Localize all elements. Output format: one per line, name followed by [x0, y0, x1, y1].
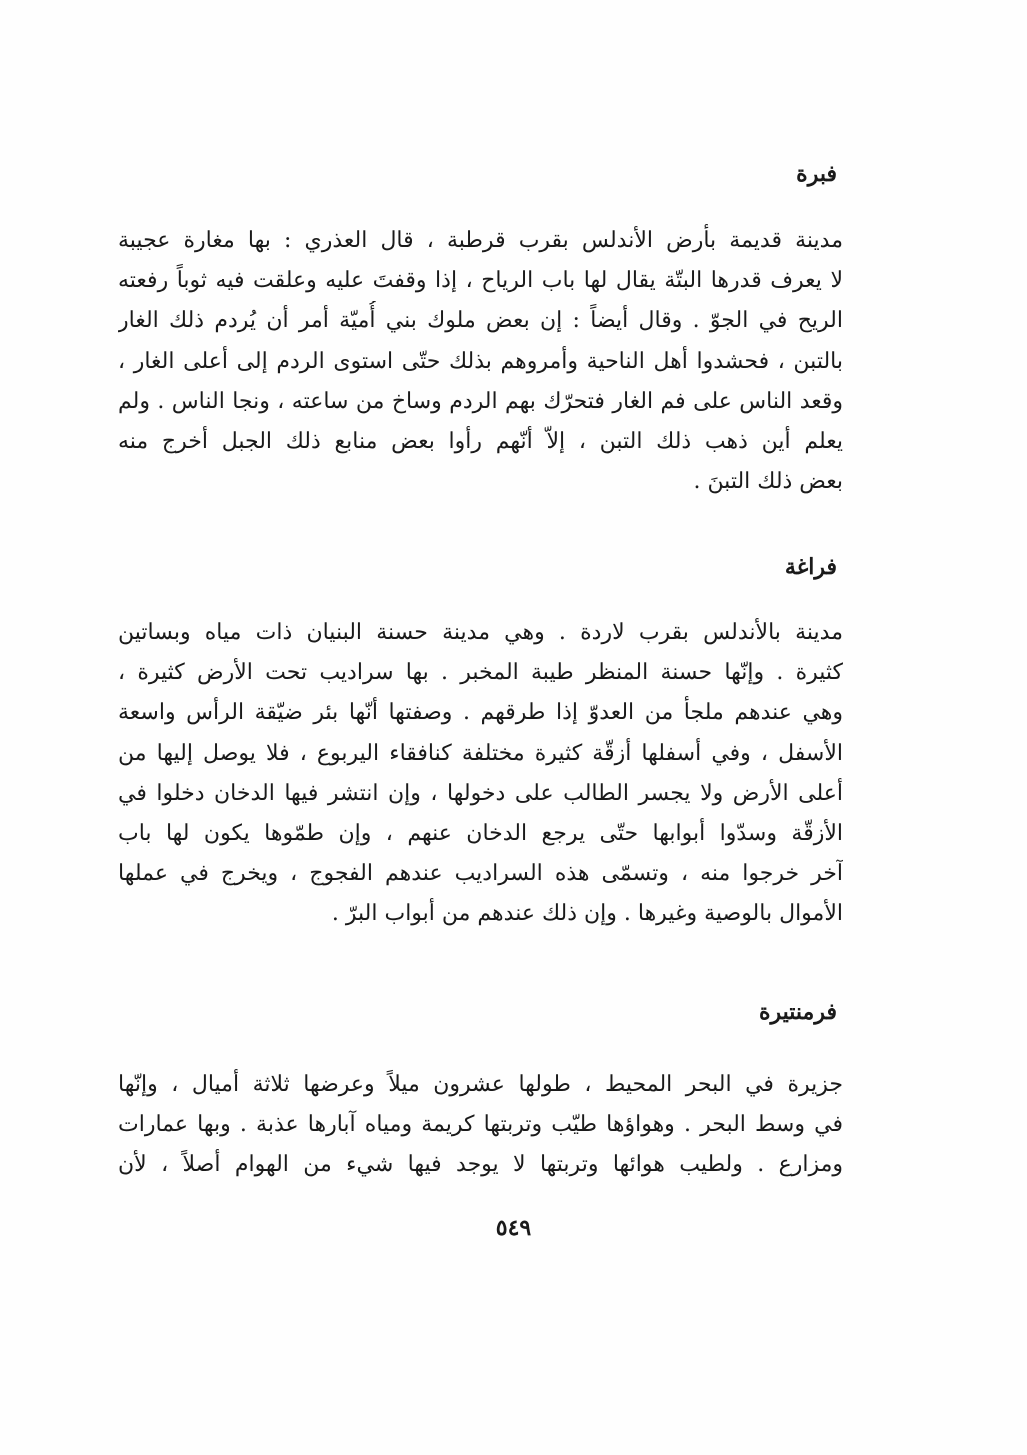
- entry-title-fabra: فبرة: [796, 161, 837, 187]
- text-line: في وسط البحر . وهواؤها طيّب وتربتها كريمة ومياه آبارها عذبة . وبها عمارات: [118, 1112, 843, 1138]
- text-line: الريح في الجوّ . وقال أيضاً : إن بعض ملوك بني أُميّة أمر أن يُردم ذلك الغار: [118, 308, 843, 334]
- text-line: الأموال بالوصية وغيرها . وإن ذلك عندهم من أبواب البرّ .: [331, 901, 843, 927]
- text-line: وقعد الناس على فم الغار فتحرّك بهم الردم وساخ من ساعته ، ونجا الناس . ولم: [118, 388, 843, 414]
- text-line: وهي عندهم ملجأ من العدوّ إذا طرقهم . وصفتها أنّها بئر ضيّقة الرأس واسعة: [118, 700, 843, 726]
- text-line: ومزارع . ولطيب هوائها وتربتها لا يوجد فيها شيء من الهوام أصلاً ، لأن: [118, 1152, 843, 1178]
- text-line: الأزقّة وسدّوا أبوابها حتّى يرجع الدخان عنهم ، وإن طمّوها يكون لها باب: [118, 821, 843, 847]
- page-number: ٥٤٩: [495, 1215, 532, 1241]
- entry-body-fraga: [118, 613, 843, 935]
- text-line: مدينة قديمة بأرض الأندلس بقرب قرطبة ، قال العذري : بها مغارة عجيبة: [118, 228, 843, 253]
- text-line: بعض ذلك التبنَ .: [693, 469, 843, 495]
- text-line: كثيرة . وإنّها حسنة المنظر طيبة المخبر . بها سراديب تحت الأرض كثيرة ،: [118, 660, 843, 686]
- text-line: بالتبن ، فحشدوا أهل الناحية وأمروهم بذلك حتّى استوى الردم إلى أعلى الغار ،: [118, 348, 843, 374]
- entry-title-formentera: فرمنتيرة: [758, 999, 837, 1025]
- text-line: لا يعرف قدرها البتّة يقال لها باب الرياح ، إذا وقفتَ عليه وعلقت فيه ثوباً رفعته: [118, 268, 843, 294]
- entry-body-fabra: [118, 221, 843, 502]
- text-line: الأسفل ، وفي أسفلها أزقّة كثيرة مختلفة كنافقاء اليربوع ، فلا يوصل إليها من: [118, 740, 843, 766]
- text-line: يعلم أين ذهب ذلك التبن ، إلاّ أنّهم رأوا بعض منابع ذلك الجبل أخرج منه: [118, 429, 843, 455]
- entry-body-formentera: [118, 1065, 843, 1186]
- text-line: مدينة بالأندلس بقرب لاردة . وهي مدينة حسنة البنيان ذات مياه وبساتين: [118, 620, 843, 645]
- text-line: جزيرة في البحر المحيط ، طولها عشرون ميلاً وعرضها ثلاثة أميال ، وإنّها: [118, 1072, 843, 1097]
- text-line: أعلى الأرض ولا يجسر الطالب على دخولها ، وإن انتشر فيها الدخان دخلوا في: [118, 780, 843, 806]
- text-line: آخر خرجوا منه ، وتسمّى هذه السراديب عندهم الفجوج ، ويخرج في عملها: [118, 861, 843, 887]
- entry-title-fraga: فراغة: [784, 554, 837, 580]
